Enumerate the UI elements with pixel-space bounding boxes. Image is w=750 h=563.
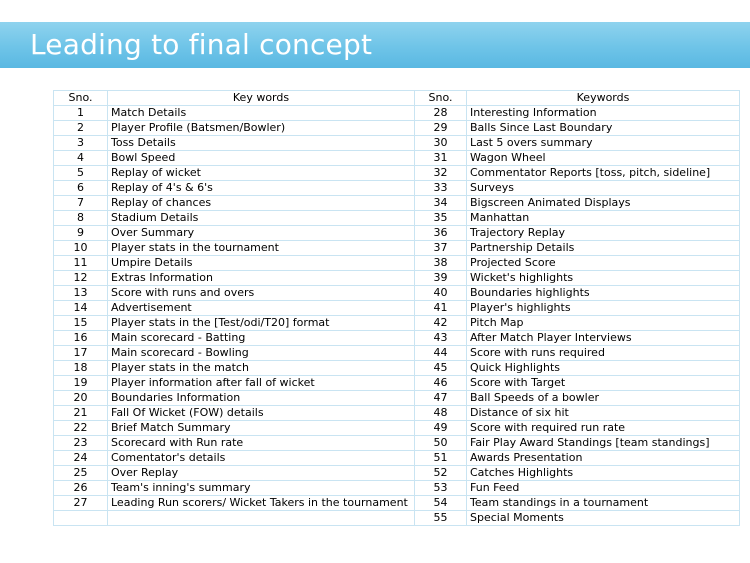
table-row (54, 316, 740, 331)
keyword-right-cell: Manhattan (467, 211, 740, 226)
table-row (54, 166, 740, 181)
table-row (54, 496, 740, 511)
keywords-table (53, 90, 740, 526)
keyword-left-cell: Leading Run scorers/ Wicket Takers in the tournament (108, 496, 415, 511)
keyword-left-cell: Match Details (108, 106, 415, 121)
sno-left-cell (54, 511, 108, 526)
sno-right-cell: 38 (415, 256, 467, 271)
keyword-right-cell: Interesting Information (467, 106, 740, 121)
keyword-left-cell: Comentator's details (108, 451, 415, 466)
header-sno-left: Sno. (54, 91, 108, 106)
sno-right-cell: 43 (415, 331, 467, 346)
sno-right-cell: 53 (415, 481, 467, 496)
table-row (54, 466, 740, 481)
table-row (54, 511, 740, 526)
table-row (54, 421, 740, 436)
sno-left-cell: 2 (54, 121, 108, 136)
sno-left-cell: 4 (54, 151, 108, 166)
keyword-right-cell: After Match Player Interviews (467, 331, 740, 346)
keyword-right-cell: Wicket's highlights (467, 271, 740, 286)
table-row (54, 331, 740, 346)
sno-right-cell: 45 (415, 361, 467, 376)
sno-right-cell: 51 (415, 451, 467, 466)
sno-left-cell: 18 (54, 361, 108, 376)
header-keywords: Keywords (467, 91, 740, 106)
keyword-left-cell (108, 511, 415, 526)
table-header-row (54, 91, 740, 106)
sno-right-cell: 47 (415, 391, 467, 406)
table-row (54, 256, 740, 271)
sno-left-cell: 21 (54, 406, 108, 421)
sno-right-cell: 36 (415, 226, 467, 241)
sno-left-cell: 16 (54, 331, 108, 346)
sno-left-cell: 22 (54, 421, 108, 436)
table-row (54, 151, 740, 166)
table-row (54, 361, 740, 376)
keyword-left-cell: Extras Information (108, 271, 415, 286)
keyword-right-cell: Fun Feed (467, 481, 740, 496)
sno-right-cell: 49 (415, 421, 467, 436)
keyword-right-cell: Projected Score (467, 256, 740, 271)
keyword-left-cell: Player stats in the match (108, 361, 415, 376)
sno-right-cell: 50 (415, 436, 467, 451)
keyword-right-cell: Commentator Reports [toss, pitch, sideline] (467, 166, 740, 181)
sno-right-cell: 31 (415, 151, 467, 166)
table-row (54, 136, 740, 151)
sno-left-cell: 19 (54, 376, 108, 391)
sno-right-cell: 41 (415, 301, 467, 316)
sno-right-cell: 55 (415, 511, 467, 526)
keyword-right-cell: Boundaries highlights (467, 286, 740, 301)
keyword-right-cell: Ball Speeds of a bowler (467, 391, 740, 406)
sno-left-cell: 26 (54, 481, 108, 496)
slide-title: Leading to final concept (30, 28, 373, 61)
sno-right-cell: 30 (415, 136, 467, 151)
table-row (54, 241, 740, 256)
keyword-left-cell: Brief Match Summary (108, 421, 415, 436)
sno-left-cell: 11 (54, 256, 108, 271)
sno-left-cell: 1 (54, 106, 108, 121)
keyword-right-cell: Fair Play Award Standings [team standings] (467, 436, 740, 451)
sno-left-cell: 14 (54, 301, 108, 316)
table-row (54, 436, 740, 451)
sno-left-cell: 8 (54, 211, 108, 226)
title-banner (0, 22, 750, 68)
header-key-words: Key words (108, 91, 415, 106)
table-row (54, 391, 740, 406)
sno-right-cell: 42 (415, 316, 467, 331)
keyword-right-cell: Score with runs required (467, 346, 740, 361)
keyword-right-cell: Balls Since Last Boundary (467, 121, 740, 136)
sno-right-cell: 37 (415, 241, 467, 256)
table-body (54, 106, 740, 526)
keyword-left-cell: Replay of 4's & 6's (108, 181, 415, 196)
keyword-left-cell: Scorecard with Run rate (108, 436, 415, 451)
table-row (54, 346, 740, 361)
keyword-left-cell: Umpire Details (108, 256, 415, 271)
keyword-right-cell: Special Moments (467, 511, 740, 526)
keyword-left-cell: Boundaries Information (108, 391, 415, 406)
sno-right-cell: 40 (415, 286, 467, 301)
sno-left-cell: 27 (54, 496, 108, 511)
table-row (54, 406, 740, 421)
sno-left-cell: 17 (54, 346, 108, 361)
sno-right-cell: 52 (415, 466, 467, 481)
keyword-left-cell: Over Summary (108, 226, 415, 241)
sno-right-cell: 33 (415, 181, 467, 196)
keyword-left-cell: Over Replay (108, 466, 415, 481)
keyword-left-cell: Toss Details (108, 136, 415, 151)
sno-left-cell: 20 (54, 391, 108, 406)
sno-right-cell: 29 (415, 121, 467, 136)
keyword-right-cell: Bigscreen Animated Displays (467, 196, 740, 211)
sno-right-cell: 28 (415, 106, 467, 121)
keyword-right-cell: Partnership Details (467, 241, 740, 256)
table-row (54, 301, 740, 316)
keyword-right-cell: Team standings in a tournament (467, 496, 740, 511)
keyword-left-cell: Player Profile (Batsmen/Bowler) (108, 121, 415, 136)
sno-right-cell: 34 (415, 196, 467, 211)
sno-left-cell: 5 (54, 166, 108, 181)
sno-left-cell: 25 (54, 466, 108, 481)
header-sno-right: Sno. (415, 91, 467, 106)
sno-right-cell: 54 (415, 496, 467, 511)
keyword-right-cell: Pitch Map (467, 316, 740, 331)
keyword-left-cell: Team's inning's summary (108, 481, 415, 496)
sno-left-cell: 3 (54, 136, 108, 151)
keyword-left-cell: Stadium Details (108, 211, 415, 226)
table-row (54, 106, 740, 121)
sno-right-cell: 44 (415, 346, 467, 361)
table-row (54, 181, 740, 196)
keyword-left-cell: Main scorecard - Bowling (108, 346, 415, 361)
keyword-left-cell: Bowl Speed (108, 151, 415, 166)
sno-left-cell: 6 (54, 181, 108, 196)
table-row (54, 451, 740, 466)
keyword-right-cell: Surveys (467, 181, 740, 196)
sno-right-cell: 46 (415, 376, 467, 391)
keyword-left-cell: Player information after fall of wicket (108, 376, 415, 391)
table-row (54, 121, 740, 136)
keyword-right-cell: Quick Highlights (467, 361, 740, 376)
table-row (54, 196, 740, 211)
keyword-right-cell: Last 5 overs summary (467, 136, 740, 151)
keyword-right-cell: Score with Target (467, 376, 740, 391)
table-row (54, 271, 740, 286)
keyword-left-cell: Replay of wicket (108, 166, 415, 181)
keyword-right-cell: Wagon Wheel (467, 151, 740, 166)
sno-left-cell: 13 (54, 286, 108, 301)
keyword-right-cell: Awards Presentation (467, 451, 740, 466)
keyword-left-cell: Score with runs and overs (108, 286, 415, 301)
sno-left-cell: 23 (54, 436, 108, 451)
sno-right-cell: 32 (415, 166, 467, 181)
keyword-left-cell: Main scorecard - Batting (108, 331, 415, 346)
table-row (54, 211, 740, 226)
sno-right-cell: 39 (415, 271, 467, 286)
keyword-left-cell: Replay of chances (108, 196, 415, 211)
sno-left-cell: 7 (54, 196, 108, 211)
keyword-left-cell: Advertisement (108, 301, 415, 316)
keyword-right-cell: Catches Highlights (467, 466, 740, 481)
keyword-right-cell: Trajectory Replay (467, 226, 740, 241)
keyword-right-cell: Score with required run rate (467, 421, 740, 436)
sno-left-cell: 15 (54, 316, 108, 331)
keyword-left-cell: Player stats in the tournament (108, 241, 415, 256)
table-row (54, 481, 740, 496)
sno-right-cell: 35 (415, 211, 467, 226)
sno-left-cell: 10 (54, 241, 108, 256)
table-row (54, 226, 740, 241)
keyword-left-cell: Player stats in the [Test/odi/T20] format (108, 316, 415, 331)
sno-left-cell: 12 (54, 271, 108, 286)
sno-right-cell: 48 (415, 406, 467, 421)
keyword-left-cell: Fall Of Wicket (FOW) details (108, 406, 415, 421)
keyword-right-cell: Player's highlights (467, 301, 740, 316)
keyword-right-cell: Distance of six hit (467, 406, 740, 421)
sno-left-cell: 9 (54, 226, 108, 241)
table-row (54, 376, 740, 391)
table-row (54, 286, 740, 301)
sno-left-cell: 24 (54, 451, 108, 466)
